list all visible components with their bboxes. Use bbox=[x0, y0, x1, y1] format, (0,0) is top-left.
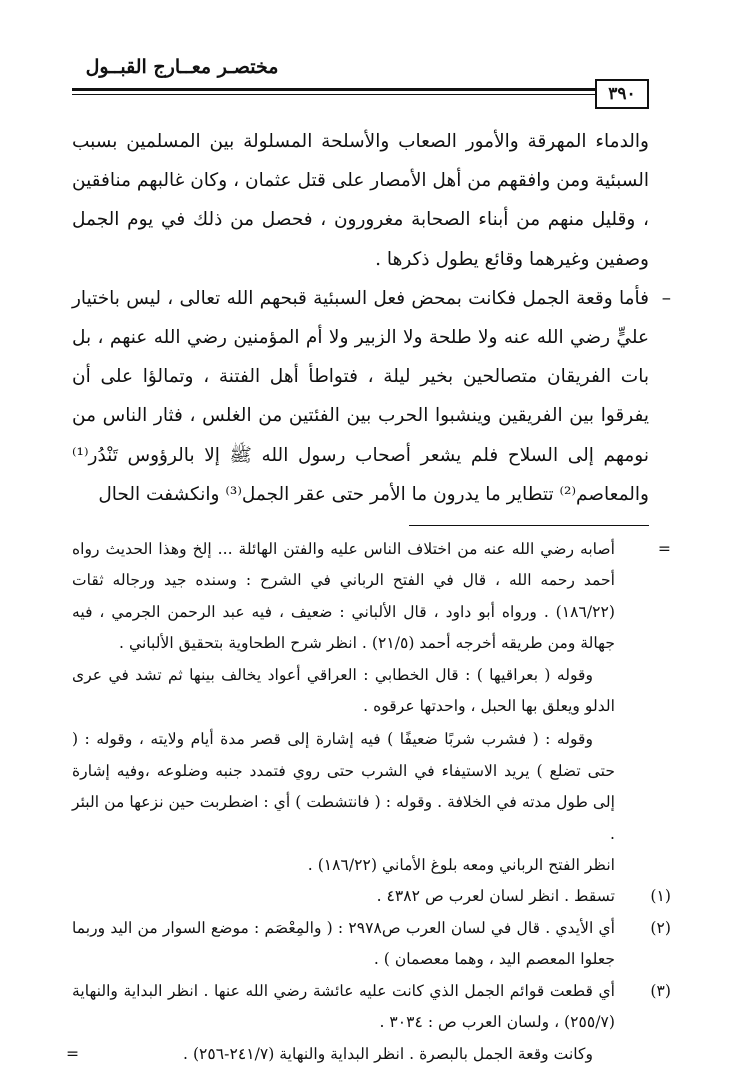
header-rule-thin bbox=[72, 94, 649, 95]
continuation-marker: = bbox=[657, 540, 671, 558]
footnote-number: (٢) bbox=[650, 918, 671, 937]
footnote-text: أي الأيدي . قال في لسان العرب ص٢٩٧٨ : ( والمِعْصَم : موضع السوار من اليد وربما جعلوا المعصم اليد ، وهما معصمان ) . bbox=[72, 918, 615, 969]
footnote-text: أي قطعت قوائم الجمل الذي كانت عليه عائشة رضي الله عنها . انظر البداية والنهاية (٢٥٥/٧) ، ولسان العرب ص : ٣٠٣٤ . bbox=[72, 981, 615, 1032]
footnote-separator bbox=[409, 525, 649, 526]
main-paragraph: والدماء المهرقة والأمور الصعاب والأسلحة المسلولة بين المسلمين بسبب السبئية ومن وافقهم من أهل الأمصار على قتل عثمان ، وكان غالبهم منافقين ، وقليل منهم من أبناء الصحابة مغرورون ، فحصل من ذلك في يوم الجمل وصفين وغيرهما وقائع يطول ذكرها . bbox=[72, 131, 649, 270]
footnote-paragraph: انظر الفتح الرباني ومعه بلوغ الأماني (١٨٦/٢٢) . bbox=[307, 856, 615, 875]
header-rule-thick bbox=[72, 88, 649, 91]
footnotes bbox=[66, 534, 671, 1070]
footnote-text: تسقط . انظر لسان لعرب ص ٤٣٨٢ . bbox=[376, 887, 615, 906]
footnote-2 bbox=[72, 913, 671, 976]
footnote-number: (٣) bbox=[650, 981, 671, 1000]
footnote-number: (١) bbox=[650, 887, 671, 906]
dash-marker: – bbox=[661, 287, 671, 309]
footnote-text: أصابه رضي الله عنه من اختلاف الناس عليه والفتن الهائلة ... إلخ وهذا الحديث رواه أحمد رحمه الله ، قال في الفتح الرباني في الشرح : وسنده جيد ورجاله ثقات (١٨٦/٢٢) . ورواه أبو داود ، قال الألباني : ضعيف ، فيه عبد الرحمن الجرمي ، فيه جهالة ومن طريقه أخرجه أحمد (٢١/٥) . انظر شرح الطحاوية بتحقيق الألباني . bbox=[72, 540, 615, 653]
book-title: مختصـر معــارج القبــول bbox=[85, 56, 279, 78]
continuation-marker-end: = bbox=[66, 1044, 80, 1063]
footnote-1 bbox=[72, 881, 671, 912]
footnote-paragraph: وقوله ( بعراقيها ) : قال الخطابي : العراقي أعواد يخالف بينها ثم تشد في عرى الدلو ويعلق بها الحبل ، واحدتها عرقوه . bbox=[72, 665, 615, 716]
footnote-text: وكانت وقعة الجمل بالبصرة . انظر البداية والنهاية (٢٤١/٧-٢٥٦) . bbox=[183, 1044, 593, 1063]
page-number-box: ٣٩٠ bbox=[595, 79, 649, 109]
main-paragraph-text: فأما وقعة الجمل فكانت بمحض فعل السبئية قبحهم الله تعالى ، ليس باختيار عليٍّ رضي الله عنه ولا طلحة ولا الزبير ولا أم المؤمنين رضي الله عنهم ، بل بات الفريقان متصالحين بخير ليلة ، فتواطأ أهل الفتنة ، وتمالؤا على أن يفرقوا بين الفريقين وينشبوا الحرب بين الفئتين من الغلس ، فثار الناس من نومهم إلى السلاح فلم يشعر أصحاب رسول الله ﷺ إلا بالرؤوس تَنْدُر⁽¹⁾ والمعاصم⁽²⁾ تتطاير ما يدرون ما الأمر حتى عقر الجمل⁽³⁾ وانكشفت الحال bbox=[72, 287, 649, 505]
footnote-paragraph: وقوله : ( فشرب شربًا ضعيفًا ) فيه إشارة إلى قصر مدة أيام ولايته ، وقوله : ( حتى تضلع ) يريد الاستيفاء في الشرب حتى روي فتمدد جنبه وضلوعه ،وفيه إشارة إلى طول مدته في الخلافة . وقوله : ( فانتشطت ) أي : اضطربت حين نزعها من البئر . bbox=[72, 730, 615, 843]
footnote-continuation bbox=[72, 534, 671, 660]
footnote-3 bbox=[72, 976, 671, 1039]
footnote-3-extra bbox=[66, 1039, 649, 1070]
main-text bbox=[72, 122, 671, 514]
main-paragraph-dashed bbox=[72, 279, 671, 514]
running-header bbox=[72, 56, 649, 96]
